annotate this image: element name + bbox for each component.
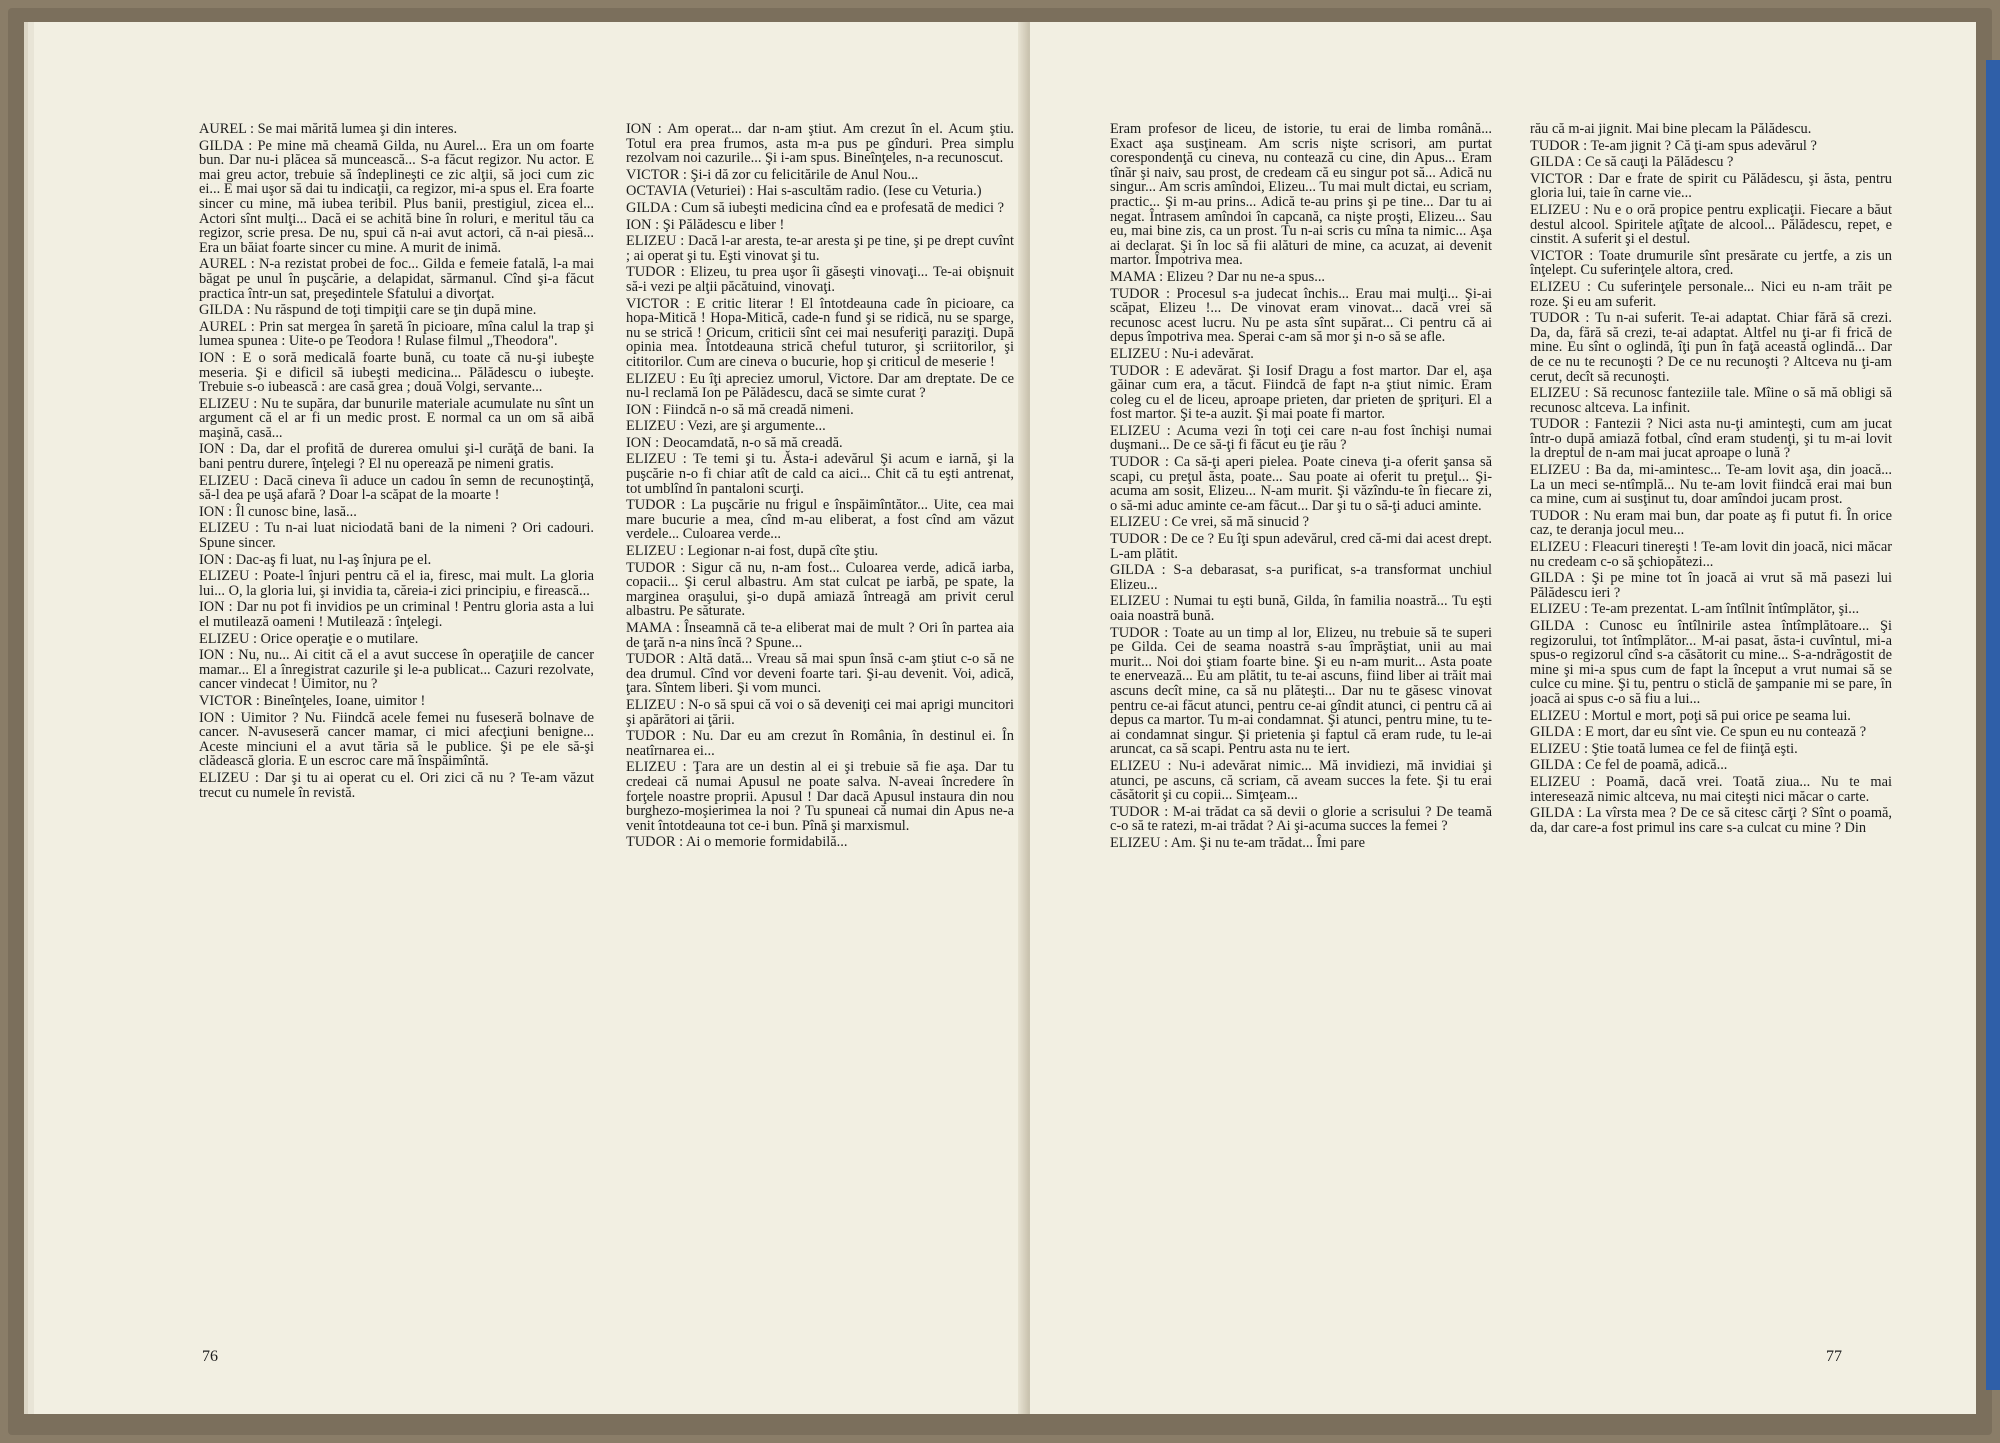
dialogue-paragraph: ELIZEU : Mortul e mort, poţi să pui orice pe seama lui. <box>1530 707 1851 724</box>
dialogue-paragraph: ELIZEU : Să recunosc fanteziile tale. Mîine o să mă obligi să recunosc altceva. La infinit. <box>1530 385 1892 416</box>
dialogue-paragraph: ELIZEU : Te temi şi tu. Ăsta-i adevărul Şi acum e iarnă, şi la puşcărie n-o fi chiar atît de cald ca aici... Chit că tu eşti antrenat, tot umblînd în pantaloni scurţi. <box>626 451 1014 497</box>
dialogue-paragraph: ELIZEU : Nu-i adevărat. <box>1110 345 1254 362</box>
left-column-1 <box>199 122 594 1327</box>
dialogue-paragraph: TUDOR : Te-am jignit ? Că ţi-am spus adevărul ? <box>1530 137 1817 154</box>
right-column-1 <box>1110 122 1492 1322</box>
dialogue-paragraph: AUREL : Se mai mărită lumea şi din interes. <box>199 122 458 137</box>
dialogue-paragraph: AUREL : N-a rezistat probei de foc... Gilda e femeie fatală, l-a mai băgat pe unul în puşcărie, a delapidat, sărmanul. Cînd şi-a făcut practica într-un sat, preşedintele Sfatului a divorţat. <box>199 256 594 302</box>
dialogue-paragraph: ELIZEU : Fleacuri tinereşti ! Te-am lovit din joacă, nici măcar nu credeam c-o să şchiopătezi... <box>1530 539 1892 570</box>
dialogue-paragraph: ION : Dac-aş fi luat, nu l-aş înjura pe el. <box>199 551 432 568</box>
dialogue-paragraph: ELIZEU : Ţara are un destin al ei şi trebuie să fie aşa. Dar tu credeai că numai Apusul ne poate salva. N-aveai încredere în forţele noastre proprii. Apusul ! Dar dacă Apusul instaura din nou burghezo-moşierimea la noi ? Tu spuneai că numai din Apus ne-a venit întotdeauna tot ce-i bun. Pînă şi marxismul. <box>626 759 1014 834</box>
left-page <box>34 22 1026 1414</box>
dialogue-paragraph: ION : Am operat... dar n-am ştiut. Am crezut în el. Acum ştiu. Totul era prea frumos, asta m-a pus pe gînduri. Prea simplu rezolvam noi cazurile... Şi i-am spus. Bineînţeles, n-a recunoscut. <box>626 122 1014 167</box>
dialogue-paragraph: VICTOR : E critic literar ! El întotdeauna cade în picioare, ca hopa-Mitică ! Hopa-Mitică, cade-n fund şi se ridică, nu se sparge, nu se strică ! Oricum, criticii sînt cei mai nesuferiţi paraziţi. După opinia mea. Întotdeauna strică cheful tuturor, şi scriitorilor, şi cititorilor. Cum are cineva o bucurie, hop şi criticul de meserie ! <box>626 295 1014 370</box>
dialogue-paragraph: ELIZEU : Te-am prezentat. L-am întîlnit întîmplător, şi... <box>1530 601 1860 618</box>
dialogue-paragraph: GILDA : E mort, dar eu sînt vie. Ce spun eu nu contează ? <box>1530 724 1867 741</box>
dialogue-paragraph: ELIZEU : Orice operaţie e o mutilare. <box>199 630 419 647</box>
dialogue-paragraph: ELIZEU : Nu-i adevărat nimic... Mă invidiezi, mă invidiai şi atunci, pe ascuns, că scriam, că aveam succes la fete. Şi tu erai căsătorit şi cu copii... Simţeam... <box>1110 757 1492 804</box>
dialogue-paragraph: ELIZEU : Nu e o oră propice pentru explicaţii. Fiecare a băut destul alcool. Spiritele aţîţate de alcool... Pălădescu, repet, e cinstit. A suferit şi el destul. <box>1530 201 1892 248</box>
dialogue-paragraph: Eram profesor de liceu, de istorie, tu erai de limba română... Exact aşa susţineam. Am scris nişte scrisori, am purtat corespondenţă cu cineva, nu contează cu cine, din Apus... Eram tînăr şi naiv, sau prost, de credeam că eu singur pot să... Adică nu singur... Am scris amîndoi, Elizeu... Tu mai mult dictai, eu scriam, practic... Şi m-au prins... Adică te-au prins şi pe tine... Dar tu ai negat. Întrasem amîndoi în capcană, ca nişte proşti, Elizeu... Sau eu, mai bine zis, ca un prost. Tu n-ai scris cu mîna ta nimic... Aşa ai declarat. Şi în loc să fii alături de mine, ca acuzat, ai devenit martor. Împotriva mea. <box>1110 122 1492 269</box>
dialogue-paragraph: ELIZEU : Numai tu eşti bună, Gilda, în familia noastră... Tu eşti oaia noastră bună. <box>1110 593 1492 624</box>
dialogue-paragraph: MAMA : Înseamnă că te-a eliberat mai de mult ? Ori în partea aia de ţară n-a nins încă ? Spune... <box>626 620 1014 651</box>
dialogue-paragraph: TUDOR : Ca să-ţi aperi pielea. Poate cineva ţi-a oferit şansa să scapi, cu preţul ăsta, poate... Sau poate ai oferit tu preţul... Şi-acuma am sosit, Elizeu... N-am murit. Şi văzîndu-te în fiecare zi, o să-mi aduc aminte ce-am făcut... Dar şi tu o să-ţi aduci aminte. <box>1110 454 1492 514</box>
dialogue-paragraph: ELIZEU : Ba da, mi-amintesc... Te-am lovit aşa, din joacă... La un meci se-ntîmplă... Nu te-am lovit fiindcă erai mai bun ca mine, cum ai susţinut tu, doar amîndoi jucam prost. <box>1530 462 1892 508</box>
right-column-2 <box>1530 122 1892 1322</box>
dialogue-paragraph: ION : Şi Pălădescu e liber ! <box>626 216 785 233</box>
dialogue-paragraph: ELIZEU : Cu suferinţele personale... Nici eu n-am trăit pe roze. Şi eu am suferit. <box>1530 278 1892 310</box>
dialogue-paragraph: ION : Îl cunosc bine, lasă... <box>199 503 357 520</box>
page-number-left: 76 <box>202 1348 218 1365</box>
dialogue-paragraph: ELIZEU : Nu te supăra, dar bunurile materiale acumulate nu sînt un argument că el ar fi un medic prost. E normal ca un om să aibă maşină, casă... <box>199 395 594 441</box>
dialogue-paragraph: GILDA : Cunosc eu întîlnirile astea întîmplătoare... Şi regizorului, tot întîmplător... M-ai pasat, ăsta-i cuvîntul, mi-a spus-o regizorul cînd s-a căsătorit cu mine... S-a-ndrăgostit de mine şi mi-a spus cum de fapt la început a vrut numai să se culce cu mine. Şi tu, pentru o sticlă de şampanie mi se pare, în joacă ai spus c-o să fiu a lui... <box>1530 618 1892 707</box>
dialogue-paragraph: rău că m-ai jignit. Mai bine plecam la Pălădescu. <box>1530 122 1812 137</box>
dialogue-paragraph: ELIZEU : Dacă l-ar aresta, te-ar aresta şi pe tine, şi pe drept cuvînt ; ai operat şi tu. Eşti vinovat şi tu. <box>626 233 1014 264</box>
dialogue-paragraph: ELIZEU : Eu îţi apreciez umorul, Victore. Dar am dreptate. De ce nu-l reclamă Ion pe Pălădescu, dacă se simte curat ? <box>626 370 1014 402</box>
dialogue-paragraph: ELIZEU : Acuma vezi în toţi cei care n-au fost închişi numai duşmani... De ce să-ţi fi făcut eu ţie rău ? <box>1110 422 1492 454</box>
dialogue-paragraph: TUDOR : De ce ? Eu îţi spun adevărul, cred că-mi dai acest drept. L-am plătit. <box>1110 531 1492 562</box>
dialogue-paragraph: VICTOR : Bineînţeles, Ioane, uimitor ! <box>199 692 426 709</box>
dialogue-paragraph: TUDOR : La puşcărie nu frigul e înspăimîntător... Uite, cea mai mare bucurie a mea, cînd m-au eliberat, a fost cînd am văzut verdele... Culoarea verde... <box>626 497 1014 543</box>
dialogue-paragraph: GILDA : La vîrsta mea ? De ce să citesc cărţi ? Sînt o poamă, da, dar care-a fost primul ins care s-a culcat cu mine ? Din <box>1530 805 1892 836</box>
dialogue-paragraph: ION : Deocamdată, n-o să mă creadă. <box>626 434 843 451</box>
dialogue-paragraph: MAMA : Elizeu ? Dar nu ne-a spus... <box>1110 268 1326 285</box>
dialogue-paragraph: ION : Dar nu pot fi invidios pe un criminal ! Pentru gloria asta a lui el mutilează oameni ! Mutilează : înţelegi. <box>199 599 594 630</box>
dialogue-paragraph: VICTOR : Şi-i dă zor cu felicitările de Anul Nou... <box>626 166 919 183</box>
dialogue-paragraph: GILDA : S-a debarasat, s-a purificat, s-a transformat unchiul Elizeu... <box>1110 562 1492 593</box>
dialogue-paragraph: TUDOR : Sigur că nu, n-am fost... Culoarea verde, adică iarba, copacii... Şi cerul albastru. Am stat culcat pe iarbă, pe spate, la marginea oraşului, şi-o după amiază întreagă am privit cerul albastru. Pe săturate. <box>626 559 1014 620</box>
dialogue-paragraph: GILDA : Nu răspund de toţi timpiţii care se ţin după mine. <box>199 302 537 319</box>
dialogue-paragraph: TUDOR : Elizeu, tu prea uşor îi găseşti vinovaţi... Te-ai obişnuit să-i vezi pe alţii păcătuind, vinovaţi. <box>626 264 1014 295</box>
dialogue-paragraph: TUDOR : M-ai trădat ca să devii o glorie a scrisului ? De teamă c-o să te ratezi, m-ai trădat ? Ai şi-acuma succes la femei ? <box>1110 803 1492 835</box>
dialogue-paragraph: ION : Uimitor ? Nu. Fiindcă acele femei nu fuseseră bolnave de cancer. N-avuseseră cancer mamar, ci mici afecţiuni benigne... Aceste minciuni el a avut tăria să le publice. Şi pe ele să-şi clădească gloria. E un escroc care mă înspăimîntă. <box>199 709 594 770</box>
dialogue-paragraph: GILDA : Şi pe mine tot în joacă ai vrut să mă pasezi lui Pălădescu ieri ? <box>1530 570 1892 601</box>
dialogue-paragraph: ELIZEU : Am. Şi nu te-am trădat... Îmi pare <box>1110 834 1365 851</box>
dialogue-paragraph: ELIZEU : Vezi, are şi argumente... <box>626 418 826 435</box>
dialogue-paragraph: TUDOR : Tu n-ai suferit. Te-ai adaptat. Chiar fără să crezi. Da, da, fără să crezi, te-ai adaptat. Altfel nu ţi-ar fi frică de mine. Eu sînt o oglindă, îţi pun în faţă această oglindă... Dar de ce nu te recunoşti ? De ce nu recunoşti ? Altceva nu ţi-am cerut, decît să recunoşti. <box>1530 310 1892 385</box>
dialogue-paragraph: TUDOR : Procesul s-a judecat închis... Erau mai mulţi... Şi-ai scăpat, Elizeu !... De vinovat eram vinovat... dacă vrei să recunosc acest lucru. Nu pe asta sînt supărat... Ci pentru că ai depus împotriva mea. Sperai c-am să mor şi n-o să se afle. <box>1110 285 1492 346</box>
dialogue-paragraph: ELIZEU : N-o să spui că voi o să deveniţi cei mai aprigi muncitori şi apărători ai ţării. <box>626 696 1014 728</box>
left-column-2 <box>626 122 1014 1327</box>
dialogue-paragraph: ELIZEU : Legionar n-ai fost, după cîte ştiu. <box>626 543 879 560</box>
dialogue-paragraph: ELIZEU : Ştie toată lumea ce fel de fiinţă eşti. <box>1530 740 1798 757</box>
dialogue-paragraph: ELIZEU : Poate-l înjuri pentru că el ia, firesc, mai mult. La gloria lui... O, la gloria lui, şi invidia ta, căreia-i zici principiu, e firească... <box>199 568 594 599</box>
dialogue-paragraph: GILDA : Pe mine mă cheamă Gilda, nu Aurel... Era un om foarte bun. Dar nu-i plăcea să muncească... S-a făcut regizor. Nu actor. E mai greu actor, trebuie să îndeplineşti ce zic alţii, să joci cum zic ei... E mai uşor să dai tu indicaţii, ca regizor, mi-a spus el. Era foarte sincer cu mine, mă iubea teribil. Plus banii, prestigiul, zicea el... Actori sînt mulţi... Dacă ei se achită bine în roluri, e meritul tău ca regizor, scrie presa. De nu, spui că n-ai avut actori, că n-ai piesă... Era un băiat foarte sincer cu mine. A murit de inimă. <box>199 137 594 256</box>
dialogue-paragraph: ELIZEU : Poamă, dacă vrei. Toată ziua... Nu te mai interesează nimic altceva, nu mai citeşti nici măcar o carte. <box>1530 773 1892 805</box>
dialogue-paragraph: TUDOR : Toate au un timp al lor, Elizeu, nu trebuie să te superi pe Gilda. Cei de seama noastră s-au împrăştiat, unii au mai murit... Noi doi ştiam foarte bine. Şi eu n-am murit... Asta poate te enervează... Eu am plătit, tu te-ai ascuns, fiind liber ai trăit mai ascuns decît mine, ca să nu plăteşti... Dar nu te găsesc vinovat pentru ce-ai făcut atunci, pentru ce-ai gîndit atunci, ci pentru că ai depus ca martor. Tu m-ai condamnat. Şi atunci, pentru mine, tu te-ai condamnat singur. Şi prietenia şi faptul că eram rude, tu le-ai aruncat, ca să scapi. Pentru asta nu te iert. <box>1110 624 1492 758</box>
dialogue-paragraph: TUDOR : Altă dată... Vreau să mai spun însă c-am ştiut c-o să ne dea drumul. Cînd vor deveni foarte tari. Şi-au devenit. Voi, adică, ţara. Sîntem liberi. Şi vom munci. <box>626 651 1014 697</box>
dialogue-paragraph: ION : Nu, nu... Ai citit că el a avut succese în operaţiile de cancer mamar... El a înregistrat cazurile şi le-a publicat... Cazuri rezolvate, cancer vindecat ! Uimitor, nu ? <box>199 647 594 693</box>
dialogue-paragraph: ELIZEU : Dacă cineva îi aduce un cadou în semn de recunoştinţă, să-l dea pe uşă afară ? Doar l-a scăpat de la moarte ! <box>199 472 594 504</box>
dialogue-paragraph: OCTAVIA (Veturiei) : Hai s-ascultăm radio. (Iese cu Veturia.) <box>626 183 982 200</box>
dialogue-paragraph: TUDOR : E adevărat. Şi Iosif Dragu a fost martor. Dar el, aşa găinar cum era, a tăcut. Fiindcă de fapt n-a ştiut nimic. Eram coleg cu el de liceu, aproape prieten, dar prieten de şpriţuri. El a fost martor. Şi te-a auzit. Şi mai poate fi martor. <box>1110 362 1492 423</box>
dialogue-paragraph: ION : E o soră medicală foarte bună, cu toate că nu-şi iubeşte meseria. Şi e dificil să iubeşti medicina... Pălădescu o iubeşte. Trebuie s-o iubească : are casă grea ; două Volgi, servante... <box>199 349 594 396</box>
dialogue-paragraph: ION : Fiindcă n-o să mă creadă nimeni. <box>626 401 854 418</box>
dialogue-paragraph: VICTOR : Dar e frate de spirit cu Pălădescu, şi ăsta, pentru gloria lui, taie în carne vie... <box>1530 170 1892 202</box>
book-spine-edge <box>1986 60 2000 1390</box>
dialogue-paragraph: TUDOR : Nu eram mai bun, dar poate aş fi putut fi. În orice caz, te deranja jocul meu... <box>1530 507 1892 539</box>
dialogue-paragraph: ELIZEU : Dar şi tu ai operat cu el. Ori zici că nu ? Te-am văzut trecut cu numele în revistă. <box>199 769 594 801</box>
dialogue-paragraph: ION : Da, dar el profită de durerea omului şi-l curăţă de bani. Ia bani pentru durere, înţelegi ? El nu operează pe nimeni gratis. <box>199 441 594 473</box>
dialogue-paragraph: ELIZEU : Ce vrei, să mă sinucid ? <box>1110 514 1310 531</box>
dialogue-paragraph: GILDA : Ce să cauţi la Pălădescu ? <box>1530 154 1734 171</box>
dialogue-paragraph: TUDOR : Nu. Dar eu am crezut în România, în destinul ei. În neatîrnarea ei... <box>626 728 1014 759</box>
dialogue-paragraph: AUREL : Prin sat mergea în şaretă în picioare, mîna calul la trap şi lumea spunea : Uite-o pe Teodora ! Rulase filmul „Theodora". <box>199 318 594 350</box>
dialogue-paragraph: TUDOR : Ai o memorie formidabilă... <box>626 834 848 851</box>
dialogue-paragraph: TUDOR : Fantezii ? Nici asta nu-ţi aminteşti, cum am jucat într-o după amiază fotbal, cînd eram studenţi, şi tu m-ai lovit la dreptul de n-am mai jucat aproape o lună ? <box>1530 416 1892 462</box>
dialogue-paragraph: GILDA : Ce fel de poamă, adică... <box>1530 757 1728 774</box>
dialogue-paragraph: GILDA : Cum să iubeşti medicina cînd ea e profesată de medici ? <box>626 199 1005 216</box>
dialogue-paragraph: VICTOR : Toate drumurile sînt presărate cu jertfe, a zis un înţelept. Cu suferinţele altora, cred. <box>1530 247 1892 279</box>
dialogue-paragraph: ELIZEU : Tu n-ai luat niciodată bani de la nimeni ? Ori cadouri. Spune sincer. <box>199 520 594 552</box>
right-page <box>1030 22 1976 1414</box>
page-number-right: 77 <box>1826 1348 1842 1365</box>
